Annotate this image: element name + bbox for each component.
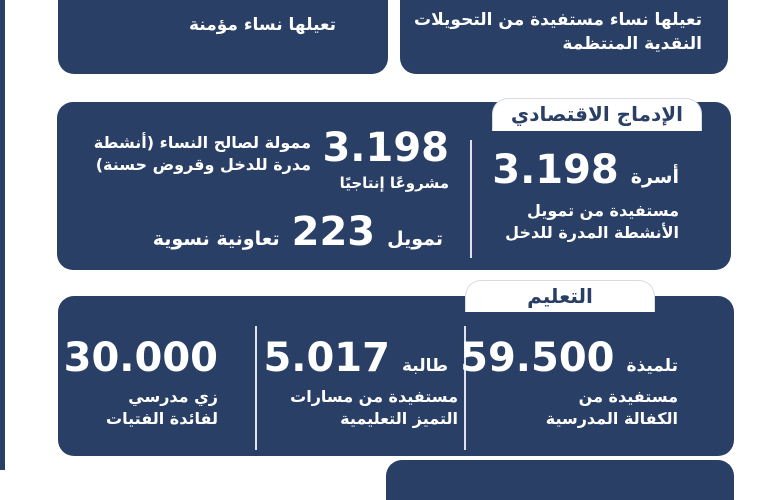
uniform-number: 30.000 <box>63 335 218 381</box>
women-households-insured-text: تعيلها نساء مؤمنة <box>188 15 336 35</box>
left-frame-line <box>0 0 5 470</box>
women-households-insured-card <box>58 0 388 74</box>
cooperatives-unit: تعاونية نسوية <box>152 228 280 250</box>
education-divider-2 <box>255 326 257 450</box>
cooperatives-stat <box>153 210 443 254</box>
projects-number: 3.198 <box>322 125 449 171</box>
families-unit: أسرة <box>630 166 679 188</box>
economic-inclusion-tab: الإدماج الاقتصادي <box>492 98 702 131</box>
girls-unit: طالبة <box>401 356 448 376</box>
girls-number: 5.017 <box>263 335 390 381</box>
projects-desc: ممولة لصالح النساء (أنشطة مدرة للدخل وقروض حسنة) <box>93 133 311 174</box>
economic-divider <box>470 140 472 258</box>
projects-unit: مشروعًا إنتاجيًا <box>339 174 449 192</box>
education-tab: التعليم <box>465 280 655 312</box>
cooperatives-prefix: تمويل <box>387 228 443 250</box>
students-unit: تلميذة <box>626 356 678 376</box>
women-households-cash-card <box>400 0 728 74</box>
education-card <box>58 296 734 456</box>
girls-stat <box>263 336 448 380</box>
students-number: 59.500 <box>460 335 615 381</box>
cooperatives-number: 223 <box>291 209 376 255</box>
families-stat <box>492 148 679 192</box>
girls-desc: مستفيدة من مسارات التميز التعليمية <box>290 387 458 428</box>
families-desc: مستفيدة من تمويل الأنشطة المدرة للدخل <box>505 201 679 242</box>
students-desc: مستفيدة من الكفالة المدرسية <box>545 387 678 428</box>
students-stat <box>460 336 678 380</box>
families-number: 3.198 <box>492 147 619 193</box>
women-households-cash-text: تعيلها نساء مستفيدة من التحويلات النقدية المنتظمة <box>414 10 702 54</box>
uniform-desc: زي مدرسي لفائدة الفتيات <box>106 387 218 428</box>
next-section-card <box>386 460 734 500</box>
